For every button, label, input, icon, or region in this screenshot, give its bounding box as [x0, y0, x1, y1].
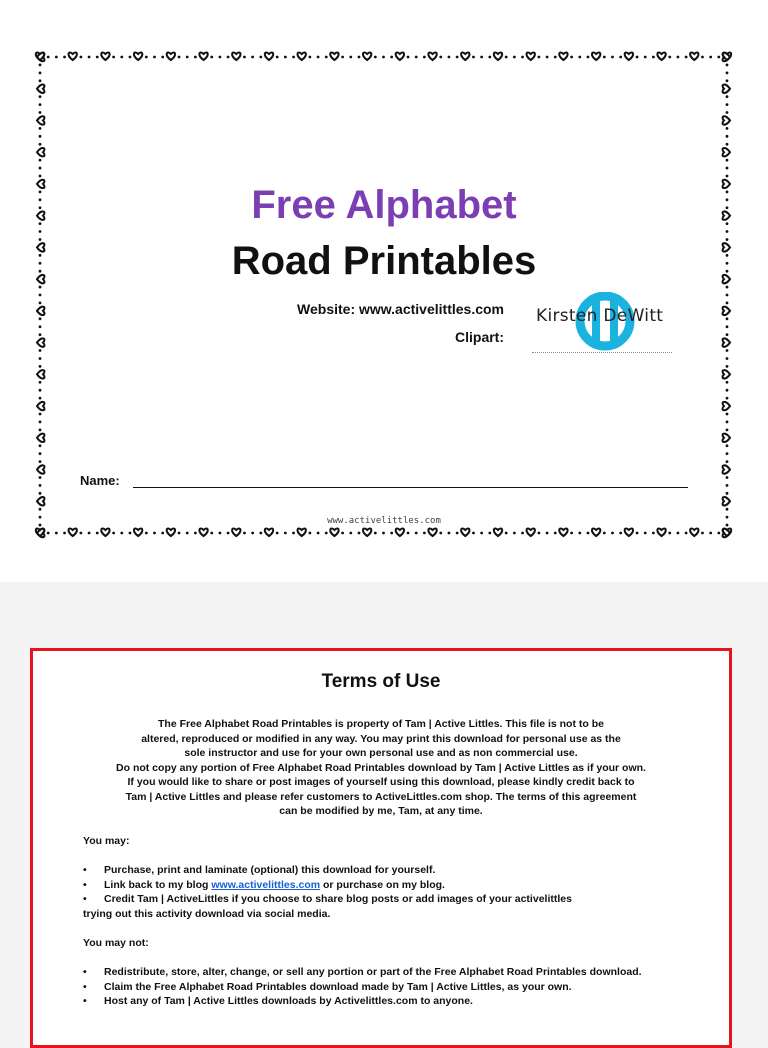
border-dot	[726, 492, 729, 495]
border-dot	[219, 532, 222, 535]
border-dot	[488, 532, 491, 535]
heart-icon	[199, 53, 207, 60]
border-dot	[677, 56, 680, 59]
border-dot	[349, 532, 352, 535]
list-item: • Redistribute, store, alter, change, or sell any portion or part of the Free Alphabet Road Printables download.	[83, 966, 642, 978]
border-dot	[726, 325, 729, 328]
border-dot	[701, 532, 704, 535]
border-dot	[472, 532, 475, 535]
border-dot	[39, 143, 42, 146]
border-dot	[227, 56, 230, 59]
title-line-2: Road Printables	[231, 239, 537, 283]
heart-icon	[494, 53, 502, 60]
border-dot	[39, 365, 42, 368]
bullet-icon: •	[83, 995, 87, 1007]
border-dot	[439, 532, 442, 535]
border-dot	[726, 64, 729, 67]
border-dot	[415, 532, 418, 535]
bullet-icon: •	[83, 980, 87, 993]
border-dot	[39, 135, 42, 138]
border-dot	[358, 56, 361, 59]
intro-line: can be modified by me, Tam, at any time.	[279, 805, 483, 817]
border-dot	[652, 56, 655, 59]
border-dot	[407, 532, 410, 535]
border-dot	[39, 492, 42, 495]
border-dot	[259, 56, 262, 59]
border-dot	[210, 532, 213, 535]
border-dot	[668, 56, 671, 59]
border-dot	[194, 532, 197, 535]
border-dot	[578, 532, 581, 535]
border-dot	[210, 56, 213, 59]
border-dot	[726, 397, 729, 400]
intro-line: The Free Alphabet Road Printables is property of Tam | Active Littles. This file is not to be	[158, 718, 604, 730]
border-dot	[276, 532, 279, 535]
border-dot	[39, 79, 42, 82]
border-dot	[317, 56, 320, 59]
border-dot	[251, 532, 254, 535]
heart-icon	[592, 53, 600, 60]
border-dot	[726, 175, 729, 178]
border-dot	[186, 56, 189, 59]
name-label: Name:	[80, 473, 120, 488]
border-dot	[39, 71, 42, 74]
heart-icon	[396, 53, 404, 60]
border-dot	[587, 56, 590, 59]
border-dot	[63, 56, 66, 59]
list-item: • Purchase, print and laminate (optional) this download for yourself.	[83, 864, 436, 876]
border-dot	[39, 508, 42, 511]
border-dot	[537, 56, 540, 59]
border-dot	[39, 333, 42, 336]
heart-icon	[37, 116, 44, 124]
border-dot	[219, 56, 222, 59]
border-dot	[709, 56, 712, 59]
heart-icon	[134, 53, 142, 60]
border-dot	[726, 333, 729, 336]
heart-icon	[37, 465, 44, 473]
heart-icon	[690, 529, 698, 536]
heart-icon	[723, 148, 730, 156]
border-dot	[726, 476, 729, 479]
border-dot	[480, 532, 483, 535]
heart-icon	[167, 53, 175, 60]
heart-icon	[723, 116, 730, 124]
border-dot	[243, 56, 246, 59]
border-dot	[227, 532, 230, 535]
border-dot	[120, 56, 123, 59]
border-dot	[726, 111, 729, 114]
border-dot	[96, 532, 99, 535]
border-dot	[284, 56, 287, 59]
border-dot	[726, 317, 729, 320]
border-dot	[39, 286, 42, 289]
border-dot	[276, 56, 279, 59]
heart-icon	[723, 497, 730, 505]
border-dot	[513, 532, 516, 535]
border-dot	[611, 56, 614, 59]
border-dot	[382, 56, 385, 59]
you-may-list	[83, 863, 723, 921]
border-dot	[505, 56, 508, 59]
heart-icon	[37, 402, 44, 410]
border-dot	[726, 381, 729, 384]
list-item-continuation: trying out this activity download via social media.	[83, 907, 331, 920]
border-dot	[39, 428, 42, 431]
intro-line: sole instructor and use for your own personal use and as non commercial use.	[184, 747, 578, 759]
border-dot	[554, 56, 557, 59]
border-dot	[39, 421, 42, 424]
border-dot	[161, 56, 164, 59]
heart-icon	[37, 370, 44, 378]
border-dot	[259, 532, 262, 535]
border-dot	[677, 532, 680, 535]
heart-icon	[461, 53, 469, 60]
border-dot	[456, 56, 459, 59]
border-dot	[726, 71, 729, 74]
heart-icon	[657, 529, 665, 536]
border-dot	[726, 302, 729, 305]
border-dot	[726, 452, 729, 455]
name-write-line	[133, 487, 688, 488]
border-dot	[39, 95, 42, 98]
border-dot	[726, 294, 729, 297]
border-dot	[96, 56, 99, 59]
list-item: • Claim the Free Alphabet Road Printables download made by Tam | Active Littles, as your own.	[83, 980, 572, 993]
border-dot	[39, 381, 42, 384]
heart-icon	[330, 529, 338, 536]
heart-icon	[625, 529, 633, 536]
border-dot	[603, 56, 606, 59]
border-dot	[726, 444, 729, 447]
border-dot	[129, 532, 132, 535]
border-dot	[407, 56, 410, 59]
border-dot	[39, 127, 42, 130]
heart-icon	[494, 529, 502, 536]
border-dot	[505, 532, 508, 535]
border-dot	[726, 167, 729, 170]
border-dot	[79, 532, 82, 535]
heart-icon	[723, 465, 730, 473]
heart-icon	[723, 370, 730, 378]
border-dot	[39, 484, 42, 487]
heart-icon	[657, 53, 665, 60]
title-line-1: Free Alphabet	[251, 183, 517, 227]
border-dot	[611, 532, 614, 535]
clipart-label: Clipart:	[455, 329, 504, 345]
you-may-not-label: You may not:	[83, 937, 149, 949]
border-dot	[325, 56, 328, 59]
list-item: • Credit Tam | ActiveLittles if you choose to share blog posts or add images of your activelittles	[83, 893, 572, 905]
border-dot	[39, 317, 42, 320]
border-dot	[636, 532, 639, 535]
border-dot	[55, 56, 58, 59]
border-dot	[341, 56, 344, 59]
bullet-icon: •	[83, 893, 87, 905]
heart-icon	[232, 529, 240, 536]
border-dot	[726, 357, 729, 360]
border-dot	[112, 56, 115, 59]
border-dot	[619, 532, 622, 535]
border-dot	[546, 532, 549, 535]
border-dot	[186, 532, 189, 535]
bullet-icon: •	[83, 864, 87, 876]
border-dot	[480, 56, 483, 59]
clipart-logo	[530, 292, 675, 356]
blog-link[interactable]: www.activelittles.com	[211, 878, 321, 891]
border-dot	[513, 56, 516, 59]
border-dot	[308, 532, 311, 535]
heart-icon	[199, 529, 207, 536]
heart-icon	[37, 497, 44, 505]
heart-icon	[690, 53, 698, 60]
heart-icon	[298, 529, 306, 536]
border-dot	[726, 135, 729, 138]
border-dot	[709, 532, 712, 535]
border-dot	[317, 532, 320, 535]
border-dot	[717, 532, 720, 535]
border-dot	[120, 532, 123, 535]
border-dot	[63, 532, 66, 535]
border-dot	[619, 56, 622, 59]
border-dot	[570, 532, 573, 535]
border-dot	[39, 460, 42, 463]
border-dot	[153, 532, 156, 535]
border-dot	[39, 444, 42, 447]
heart-icon	[527, 529, 535, 536]
heart-icon	[69, 53, 77, 60]
intro-line: Do not copy any portion of Free Alphabet Road Printables download by Tam | Active Littles as if your own.	[116, 761, 646, 774]
border-dot	[423, 532, 426, 535]
heart-icon	[363, 53, 371, 60]
border-dot	[39, 175, 42, 178]
border-dot	[390, 532, 393, 535]
heart-icon	[232, 53, 240, 60]
border-dot	[39, 103, 42, 106]
border-dot	[488, 56, 491, 59]
heart-icon	[134, 529, 142, 536]
list-item: • Link back to my blog www.activelittles.com or purchase on my blog.	[83, 878, 445, 891]
border-dot	[587, 532, 590, 535]
border-dot	[39, 349, 42, 352]
border-dot	[39, 357, 42, 360]
border-dot	[644, 56, 647, 59]
heart-icon	[527, 53, 535, 60]
border-dot	[554, 532, 557, 535]
border-dot	[726, 159, 729, 162]
border-dot	[726, 421, 729, 424]
border-dot	[726, 389, 729, 392]
border-dot	[390, 56, 393, 59]
border-dot	[537, 532, 540, 535]
border-dot	[55, 532, 58, 535]
border-dot	[726, 484, 729, 487]
border-dot	[178, 56, 181, 59]
heart-icon	[428, 53, 436, 60]
border-dot	[39, 325, 42, 328]
border-dot	[726, 460, 729, 463]
list-item: • Host any of Tam | Active Littles downloads by Activelittles.com to anyone.	[83, 995, 473, 1007]
border-dot	[521, 532, 524, 535]
heart-icon	[101, 529, 109, 536]
heart-icon	[592, 529, 600, 536]
heart-icon	[37, 338, 44, 346]
border-dot	[415, 56, 418, 59]
border-dot	[726, 103, 729, 106]
border-dot	[88, 56, 91, 59]
border-dot	[652, 532, 655, 535]
border-dot	[448, 56, 451, 59]
border-dot	[717, 56, 720, 59]
heart-icon	[723, 307, 730, 315]
border-dot	[701, 56, 704, 59]
border-dot	[325, 532, 328, 535]
border-dot	[39, 64, 42, 67]
border-dot	[382, 532, 385, 535]
border-dot	[39, 111, 42, 114]
border-dot	[456, 532, 459, 535]
heart-icon	[298, 53, 306, 60]
border-dot	[439, 56, 442, 59]
heart-icon	[69, 529, 77, 536]
heart-icon	[37, 307, 44, 315]
heart-icon	[101, 53, 109, 60]
border-dot	[726, 365, 729, 368]
border-dot	[178, 532, 181, 535]
heart-icon	[37, 148, 44, 156]
website-text: Website: www.activelittles.com	[297, 301, 504, 317]
border-dot	[349, 56, 352, 59]
border-dot	[358, 532, 361, 535]
heart-icon	[428, 529, 436, 536]
heart-icon	[723, 85, 730, 93]
border-dot	[39, 413, 42, 416]
border-dot	[308, 56, 311, 59]
heart-icon	[363, 529, 371, 536]
border-dot	[726, 143, 729, 146]
border-dot	[292, 532, 295, 535]
border-dot	[374, 56, 377, 59]
heart-icon	[265, 53, 273, 60]
border-dot	[341, 532, 344, 535]
border-dot	[47, 56, 50, 59]
border-dot	[521, 56, 524, 59]
border-dot	[726, 230, 729, 233]
heart-icon	[37, 434, 44, 442]
border-dot	[153, 56, 156, 59]
border-dot	[546, 56, 549, 59]
border-dot	[374, 532, 377, 535]
footer-url: www.activelittles.com	[327, 516, 441, 526]
border-dot	[448, 532, 451, 535]
border-dot	[726, 286, 729, 289]
border-dot	[668, 532, 671, 535]
border-dot	[423, 56, 426, 59]
border-dot	[39, 476, 42, 479]
border-dot	[726, 428, 729, 431]
intro-line: altered, reproduced or modified in any way. You may print this download for personal use as the	[141, 732, 621, 745]
border-dot	[39, 159, 42, 162]
border-dot	[145, 56, 148, 59]
border-dot	[726, 127, 729, 130]
border-dot	[39, 397, 42, 400]
heart-icon	[559, 53, 567, 60]
border-dot	[578, 56, 581, 59]
border-dot	[129, 56, 132, 59]
heart-icon	[723, 338, 730, 346]
border-dot	[88, 532, 91, 535]
border-dot	[726, 349, 729, 352]
bullet-icon: •	[83, 966, 87, 978]
heart-icon	[461, 529, 469, 536]
border-dot	[194, 56, 197, 59]
border-dot	[39, 167, 42, 170]
intro-line: If you would like to share or post images of yourself using this download, please kindly credit back to	[127, 776, 635, 788]
heart-icon	[723, 402, 730, 410]
heart-icon	[559, 529, 567, 536]
border-dot	[636, 56, 639, 59]
heart-icon	[37, 85, 44, 93]
border-dot	[161, 532, 164, 535]
you-may-label: You may:	[83, 835, 130, 847]
border-dot	[39, 230, 42, 233]
border-dot	[112, 532, 115, 535]
border-dot	[603, 532, 606, 535]
border-dot	[726, 79, 729, 82]
logo-name: Kirsten DeWitt	[536, 306, 664, 326]
heart-icon	[167, 529, 175, 536]
border-dot	[685, 56, 688, 59]
heart-icon	[723, 434, 730, 442]
terms-intro	[33, 717, 729, 819]
border-dot	[243, 532, 246, 535]
border-dot	[79, 56, 82, 59]
bullet-icon: •	[83, 878, 87, 891]
logo-underline	[532, 352, 672, 353]
border-dot	[570, 56, 573, 59]
heart-icon	[625, 53, 633, 60]
border-dot	[145, 532, 148, 535]
border-dot	[39, 452, 42, 455]
heart-icon	[396, 529, 404, 536]
heart-icon	[330, 53, 338, 60]
border-dot	[726, 508, 729, 511]
border-dot	[284, 532, 287, 535]
terms-title: Terms of Use	[321, 671, 441, 692]
border-dot	[292, 56, 295, 59]
intro-line: Tam | Active Littles and please refer customers to ActiveLittles.com shop. The terms of this agreement	[125, 790, 637, 803]
border-dot	[39, 294, 42, 297]
border-dot	[726, 413, 729, 416]
border-dot	[685, 532, 688, 535]
border-dot	[251, 56, 254, 59]
heart-icon	[265, 529, 273, 536]
border-dot	[47, 532, 50, 535]
terms-of-use-box	[30, 648, 732, 1048]
border-dot	[39, 389, 42, 392]
you-may-not-list	[83, 965, 723, 1009]
border-dot	[644, 532, 647, 535]
border-dot	[726, 95, 729, 98]
border-dot	[472, 56, 475, 59]
border-dot	[39, 302, 42, 305]
